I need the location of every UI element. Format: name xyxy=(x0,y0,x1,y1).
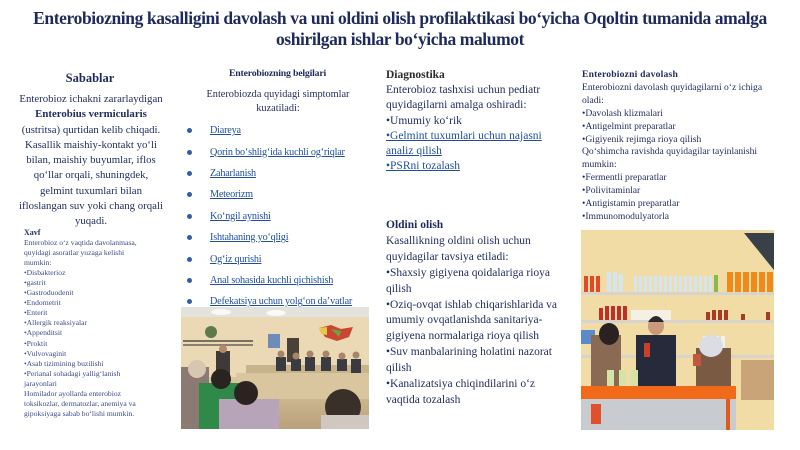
prevention-section xyxy=(386,218,568,409)
diagnostics-heading: Diagnostika xyxy=(386,69,445,81)
symptom-link-diarrhea[interactable]: Diareya xyxy=(210,125,241,137)
diagnostics-intro: Enterobioz tashxisi uchun pediatr quyidagilarni amalga oshiradi: xyxy=(386,84,541,112)
symptom-item xyxy=(185,163,380,184)
symptom-item xyxy=(185,120,380,141)
prevention-heading: Oldini olish xyxy=(386,219,444,231)
bullet-icon xyxy=(187,128,192,133)
symptoms-list xyxy=(185,120,380,313)
prevention-intro: Kasallikning oldini olish uchun quyidagilar tavsiya etiladi: xyxy=(386,234,531,263)
treatment-intro: Enterobiozni davolash quyidagilarni o‘z ichiga oladi: xyxy=(582,81,763,106)
risk-item: •Gastroduodenit xyxy=(24,288,74,298)
treatment-extra-item: •Immunomodulyatorla xyxy=(582,210,670,222)
risk-item: •Vulvovaginit xyxy=(24,348,67,358)
bullet-icon xyxy=(187,257,192,262)
grocery-shop-photo xyxy=(581,230,774,430)
treatment-item: •Davolash klizmalari xyxy=(582,107,663,119)
shop-photo-illustration xyxy=(581,230,774,430)
diagnostics-link-stool-analysis[interactable]: •Gelmint tuxumlari uchun najasni analiz qilish xyxy=(386,129,542,158)
prevention-item: •Suv manbalarining holatini nazorat qilish xyxy=(386,346,552,375)
bullet-icon xyxy=(187,299,192,304)
causes-text xyxy=(18,92,164,230)
risk-item: •Enterit xyxy=(24,308,48,318)
symptom-link-appetite-loss[interactable]: Ishtahaning yo‘qligi xyxy=(210,232,289,244)
symptoms-heading: Enterobiozning belgilari xyxy=(228,68,327,79)
symptom-item xyxy=(185,270,380,291)
meeting-photo-illustration xyxy=(181,307,369,429)
symptom-link-nausea[interactable]: Ko‘ngil aynishi xyxy=(210,210,271,222)
bullet-icon xyxy=(187,171,192,176)
symptom-item xyxy=(185,227,380,248)
meeting-room-photo xyxy=(181,307,369,429)
symptom-link-anal-itching[interactable]: Anal sohasida kuchli qichishish xyxy=(210,274,334,286)
prevention-item: •Shaxsiy gigiyena qoidalariga rioya qilish xyxy=(386,266,551,295)
risk-item: •Allergik reaksiyalar xyxy=(24,318,88,328)
bullet-icon xyxy=(187,192,192,197)
treatment-heading: Enterobiozni davolash xyxy=(582,69,678,80)
risk-intro: Enterobioz o‘z vaqtida davolanmasa, quyidagi asoratlar yuzaga kelishi mumkin: xyxy=(24,238,137,268)
risk-outro: Homilador ayollarda enterobioz toksikozlar, dermatozlar, anemiya va gipoksiyaga sabab bo‘lishi mumkin. xyxy=(24,388,136,418)
risk-item: •Asab tizimining buzilishi xyxy=(24,358,104,368)
symptoms-intro: Enterobiozda quyidagi simptomlar kuzatiladi: xyxy=(206,89,350,114)
causes-heading: Sabablar xyxy=(65,71,115,85)
risk-item: •Disbakterioz xyxy=(24,268,66,278)
symptom-item xyxy=(185,248,380,269)
symptom-link-meteorism[interactable]: Meteorizm xyxy=(210,189,253,201)
bullet-icon xyxy=(187,150,192,155)
risk-item: •Endometrit xyxy=(24,298,61,308)
symptom-item xyxy=(185,206,380,227)
causes-text-start: Enterobioz ichakni zararlaydigan xyxy=(19,93,163,105)
causes-text-end: (ustritsa) qurtidan kelib chiqadi. Kasallik maishiy-kontakt yo‘li bilan, maishiy buyumlar, iflos qo‘llar orqali, shuningdek, gelmint tuxumlari bilan ifloslangan suv yoki chang orqali yuqadi. xyxy=(19,123,163,228)
risk-item: •Proktit xyxy=(24,338,48,348)
treatment-extra-item: •Fermentli preparatlar xyxy=(582,172,667,184)
treatment-extra-item: •Antigistamin preparatlar xyxy=(582,198,680,210)
symptom-item xyxy=(185,184,380,205)
risk-item: •Perianal sohadagi yallig‘lanish jarayonlari xyxy=(24,368,121,388)
risk-item: •gastrit xyxy=(24,278,46,288)
treatment-item: •Antigelmint preparatlar xyxy=(582,120,676,132)
symptom-link-poisoning[interactable]: Zaharlanish xyxy=(210,167,256,179)
risk-item: •Appenditsit xyxy=(24,328,63,338)
treatment-extra-intro: Qo‘shimcha ravishda quyidagilar tayinlanishi mumkin: xyxy=(582,146,758,171)
diagnostics-item-exam: •Umumiy ko‘rik xyxy=(386,114,462,127)
causes-pathogen-name: Enterobius vermicularis xyxy=(35,108,147,121)
diagnostics-link-pcr[interactable]: •PSRni tozalash xyxy=(386,160,460,173)
diagnostics-section xyxy=(386,68,566,174)
symptom-link-false-urges[interactable]: Defekatsiya uchun yolg‘on da’vatlar xyxy=(210,296,353,308)
symptom-link-abdominal-pain[interactable]: Qorin bo‘shlig‘ida kuchli og‘riqlar xyxy=(210,146,345,158)
risk-section xyxy=(24,228,144,419)
treatment-item: •Gigiyenik rejimga rioya qilish xyxy=(582,133,702,145)
treatment-extra-item: •Polivitaminlar xyxy=(582,185,641,197)
page-title: Enterobiozning kasalligini davolash va uni oldini olish profilaktikasi bo‘yicha Oqoltin tumanida amalga oshirilgan ishlar bo‘yicha malumot xyxy=(33,8,767,49)
bullet-icon xyxy=(187,235,192,240)
symptom-item xyxy=(185,141,380,162)
bullet-icon xyxy=(187,278,192,283)
prevention-item: •Oziq-ovqat ishlab chiqarishlarida va umumiy ovqatlanishda sanitariya-gigiyena normalariga rioya qilish xyxy=(386,298,558,343)
bullet-icon xyxy=(187,214,192,219)
symptom-link-dry-mouth[interactable]: Og‘iz qurishi xyxy=(210,253,262,265)
prevention-item: •Kanalizatsiya chiqindilarini o‘z vaqtida tozalash xyxy=(386,378,536,406)
risk-heading: Xavf xyxy=(24,228,41,237)
treatment-section xyxy=(582,69,782,224)
